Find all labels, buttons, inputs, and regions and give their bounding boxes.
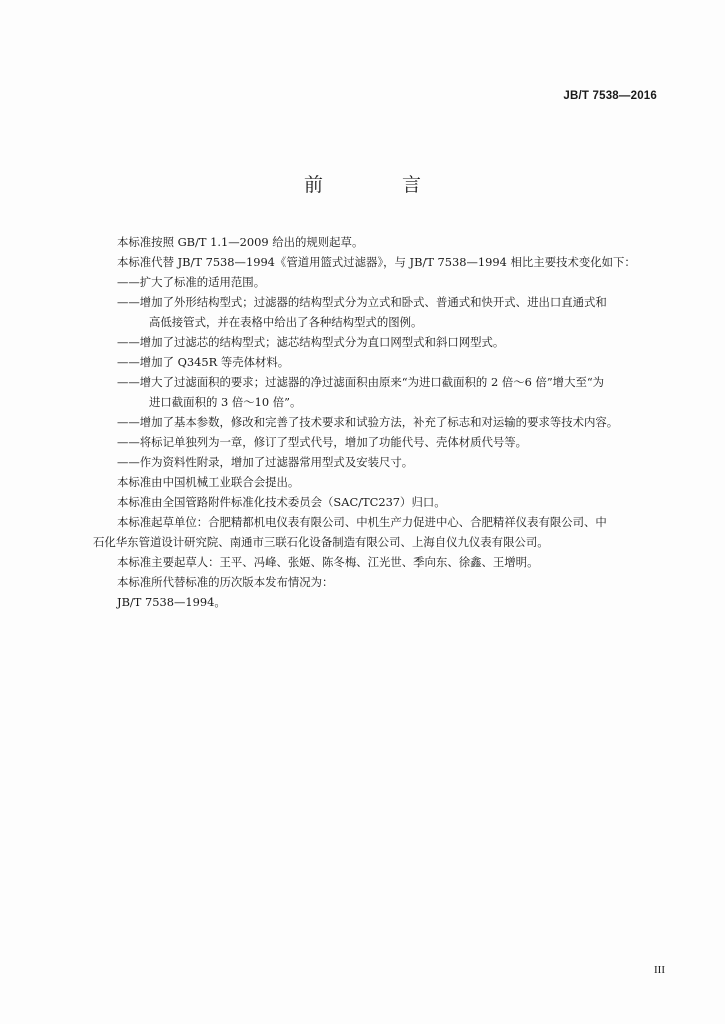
change-item-continuation: 进口截面积的 3 倍～10 倍”。 xyxy=(149,395,302,409)
change-item: ——扩大了标准的适用范围。 xyxy=(117,275,266,289)
standard-code-header: JB/T 7538—2016 xyxy=(563,90,657,102)
change-item-continuation: 高低接管式，并在表格中给出了各种结构型式的图例。 xyxy=(149,315,423,329)
change-item: ——增大了过滤面积的要求；过滤器的净过滤面积由原来“为进口截面积的 2 倍～6 倍”增大至“为 xyxy=(117,375,605,389)
paragraph-drafting-units: 本标准起草单位：合肥精都机电仪表有限公司、中机生产力促进中心、合肥精祥仪表有限公司、中 xyxy=(117,515,607,529)
change-item: ——增加了基本参数，修改和完善了技术要求和试验方法，补充了标志和对运输的要求等技术内容。 xyxy=(117,415,619,429)
change-item: ——增加了外形结构型式；过滤器的结构型式分为立式和卧式、普通式和快开式、进出口直通式和 xyxy=(117,295,607,309)
foreword-body xyxy=(93,232,663,612)
foreword-title: 前 言 xyxy=(303,174,451,196)
previous-edition-item: JB/T 7538—1994。 xyxy=(117,595,226,609)
paragraph-proposed-by: 本标准由中国机械工业联合会提出。 xyxy=(117,475,300,489)
page-number: III xyxy=(654,964,665,976)
change-item: ——增加了过滤芯的结构型式；滤芯结构型式分为直口网型式和斜口网型式。 xyxy=(117,335,505,349)
paragraph-replaces: 本标准代替 JB/T 7538—1994《管道用篮式过滤器》，与 JB/T 7538—1994 相比主要技术变化如下： xyxy=(117,255,636,269)
change-item: ——将标记单独列为一章，修订了型式代号，增加了功能代号、壳体材质代号等。 xyxy=(117,435,528,449)
paragraph-administered-by: 本标准由全国管路附件标准化技术委员会（SAC/TC237）归口。 xyxy=(117,495,446,509)
change-item: ——作为资料性附录，增加了过滤器常用型式及安装尺寸。 xyxy=(117,455,414,469)
paragraph-drafting-rules: 本标准按照 GB/T 1.1—2009 给出的规则起草。 xyxy=(117,235,364,249)
paragraph-previous-editions: 本标准所代替标准的历次版本发布情况为： xyxy=(117,575,334,589)
paragraph-drafters: 本标准主要起草人：王平、冯峰、张姬、陈冬梅、江光世、季向东、徐鑫、王增明。 xyxy=(117,555,539,569)
change-item: ——增加了 Q345R 等壳体材料。 xyxy=(117,355,290,369)
paragraph-drafting-units-continuation: 石化华东管道设计研究院、南通市三联石化设备制造有限公司、上海自仪九仪表有限公司。 xyxy=(93,535,549,549)
